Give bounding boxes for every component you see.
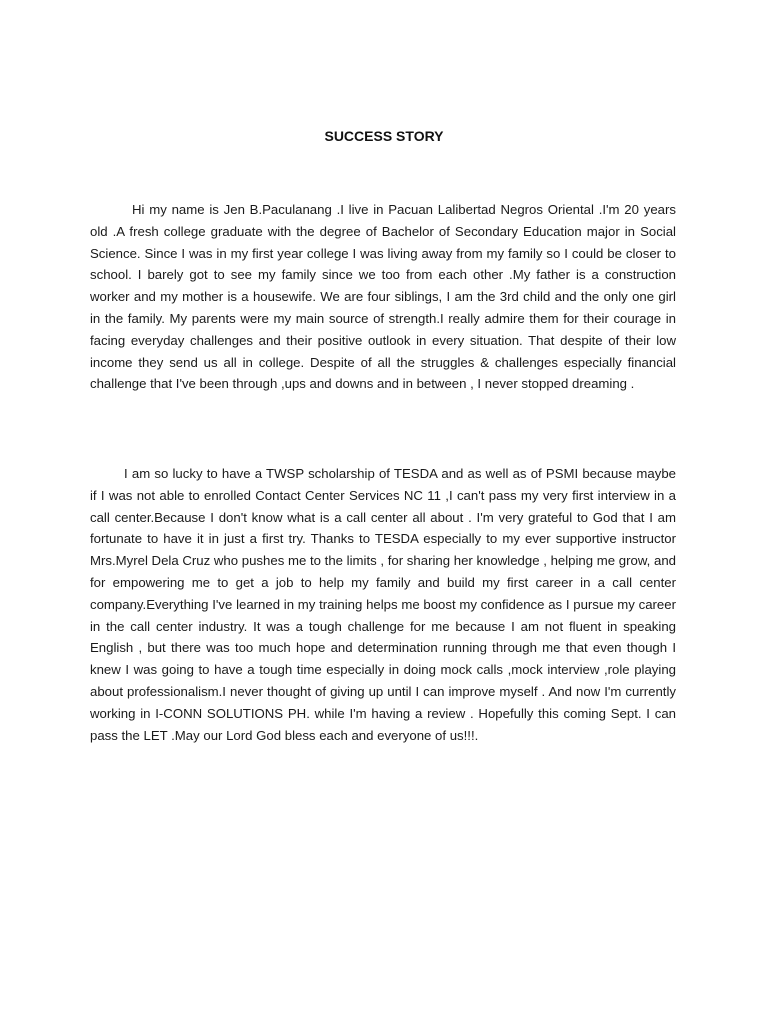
paragraph-scholarship: I am so lucky to have a TWSP scholarship of TESDA and as well as of PSMI because maybe if I was not able to enrolled Contact Center Services NC 11 ,I can't pass my very first interview in a call center.Because I don't know what is a call center all about . I'm very grateful to God that I am fortunate to have it in just a first try. Thanks to TESDA especially to my ever supportive instructor Mrs.Myrel Dela Cruz who pushes me to the limits , for sharing her knowledge , helping me grow, and for empowering me to get a job to help my family and build my first career in a call center company.Everything I've learned in my training helps me boost my confidence as I pursue my career in the call center industry. It was a tough challenge for me because I am not fluent in speaking English , but there was too much hope and determination running through me that even though I knew I was going to have a tough time especially in doing mock calls ,mock interview ,role playing about professionalism.I never thought of giving up until I can improve myself . And now I'm currently working in I-CONN SOLUTIONS PH. while I'm having a review . Hopefully this coming Sept. I can pass the LET .May our Lord God bless each and everyone of us!!!. bbox=[90, 466, 676, 743]
paragraph-intro: Hi my name is Jen B.Paculanang .I live in Pacuan Lalibertad Negros Oriental .I'm 20 years old .A fresh college graduate with the degree of Bachelor of Secondary Education major in Social Science. Since I was in my first year college I was living away from my family so I could be closer to school. I barely got to see my family since we too from each other .My father is a construction worker and my mother is a housewife. We are four siblings, I am the 3rd child and the only one girl in the family. My parents were my main source of strength.I really admire them for their courage in facing everyday challenges and their positive outlook in every situation. That despite of their low income they send us all in college. Despite of all the struggles & challenges especially financial challenge that I've been through ,ups and downs and in between , I never stopped dreaming . bbox=[90, 202, 676, 392]
page-title: SUCCESS STORY bbox=[324, 128, 444, 144]
